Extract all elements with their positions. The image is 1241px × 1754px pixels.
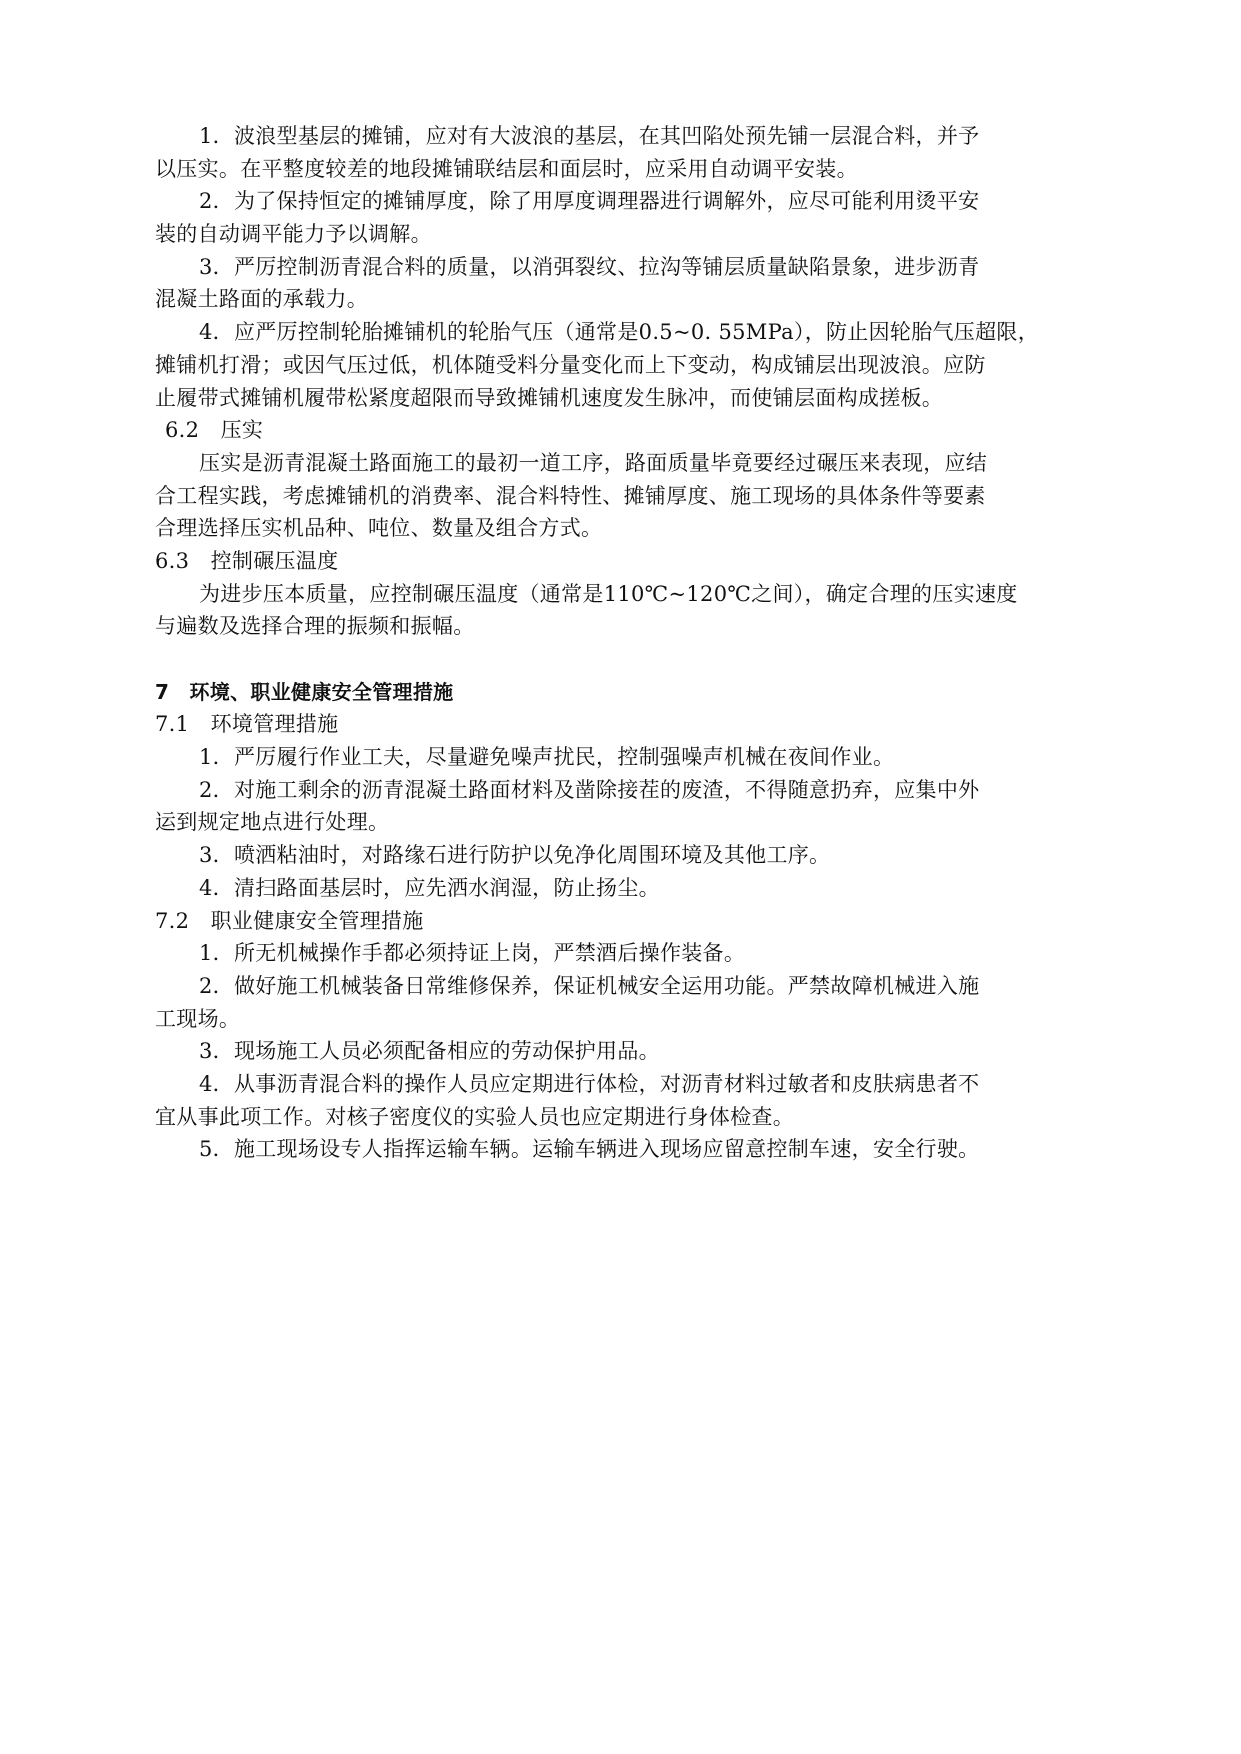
paragraph-line: 与遍数及选择合理的振频和振幅。 — [155, 614, 475, 639]
paragraph-line: 合工程实践，考虑摊铺机的消费率、混合料特性、摊铺厚度、施工现场的具体条件等要素 — [155, 483, 986, 508]
paragraph-line: 摊铺机打滑；或因气压过低，机体随受料分量变化而上下变动，构成铺层出现波浪。应防 — [155, 352, 986, 377]
paragraph-line: 5．施工现场设专人指挥运输车辆。运输车辆进入现场应留意控制车速，安全行驶。 — [199, 1137, 980, 1162]
paragraph-line: 3．现场施工人员必须配备相应的劳动保护用品。 — [199, 1039, 660, 1064]
section-heading: 6.3 控制碾压温度 — [155, 548, 339, 573]
paragraph-line: 1．严厉履行作业工夫，尽量避免噪声扰民，控制强噪声机械在夜间作业。 — [199, 745, 895, 770]
paragraph-line: 2．做好施工机械装备日常维修保养，保证机械安全运用功能。严禁故障机械进入施 — [199, 973, 980, 998]
paragraph-line: 4．应严厉控制轮胎摊铺机的轮胎气压（通常是0.5~0. 55MPa），防止因轮胎气压超限， — [199, 320, 1039, 345]
paragraph-line: 装的自动调平能力予以调解。 — [155, 222, 432, 247]
section-heading: 7.2 职业健康安全管理措施 — [155, 908, 424, 933]
chapter-heading: 7 环境、职业健康安全管理措施 — [155, 679, 454, 704]
paragraph-line: 为进步压本质量，应控制碾压温度（通常是110℃~120℃之间），确定合理的压实速度 — [199, 581, 1018, 606]
paragraph-line: 3．严厉控制沥青混合料的质量，以消弭裂纹、拉沟等铺层质量缺陷景象，进步沥青 — [199, 254, 980, 279]
section-heading: 7.1 环境管理措施 — [155, 712, 339, 737]
paragraph-line: 压实是沥青混凝土路面施工的最初一道工序，路面质量毕竟要经过碾压来表现，应结 — [199, 450, 988, 475]
paragraph-line: 工现场。 — [155, 1006, 241, 1031]
paragraph-line: 运到规定地点进行处理。 — [155, 810, 390, 835]
paragraph-line: 3．喷洒粘油时，对路缘石进行防护以免净化周围环境及其他工序。 — [199, 843, 831, 868]
paragraph-line: 1．波浪型基层的摊铺，应对有大波浪的基层，在其凹陷处预先铺一层混合料，并予 — [199, 124, 980, 148]
paragraph-line: 1．所无机械操作手都必须持证上岗，严禁酒后操作装备。 — [199, 941, 746, 966]
document-body — [155, 120, 1115, 1166]
paragraph-line: 止履带式摊铺机履带松紧度超限而导致摊铺机速度发生脉冲，而使铺层面构成搓板。 — [155, 385, 944, 410]
paragraph-line: 合理选择压实机品种、吨位、数量及组合方式。 — [155, 516, 603, 541]
paragraph-line: 宜从事此项工作。对核子密度仪的实验人员也应定期进行身体检查。 — [155, 1104, 794, 1129]
paragraph-line: 4．清扫路面基层时，应先洒水润湿，防止扬尘。 — [199, 875, 660, 900]
section-heading: 6.2 压实 — [165, 418, 264, 443]
paragraph-line: 以压实。在平整度较差的地段摊铺联结层和面层时，应采用自动调平安装。 — [155, 156, 858, 181]
paragraph-line: 混凝土路面的承载力。 — [155, 287, 368, 312]
blank-line — [155, 643, 1115, 676]
paragraph-line: 2．对施工剩余的沥青混凝土路面材料及凿除接茬的废渣，不得随意扔弃，应集中外 — [199, 777, 980, 802]
paragraph-line: 4．从事沥青混合料的操作人员应定期进行体检，对沥青材料过敏者和皮肤病患者不 — [199, 1071, 980, 1096]
paragraph-line: 2．为了保持恒定的摊铺厚度，除了用厚度调理器进行调解外，应尽可能利用烫平安 — [199, 189, 980, 214]
